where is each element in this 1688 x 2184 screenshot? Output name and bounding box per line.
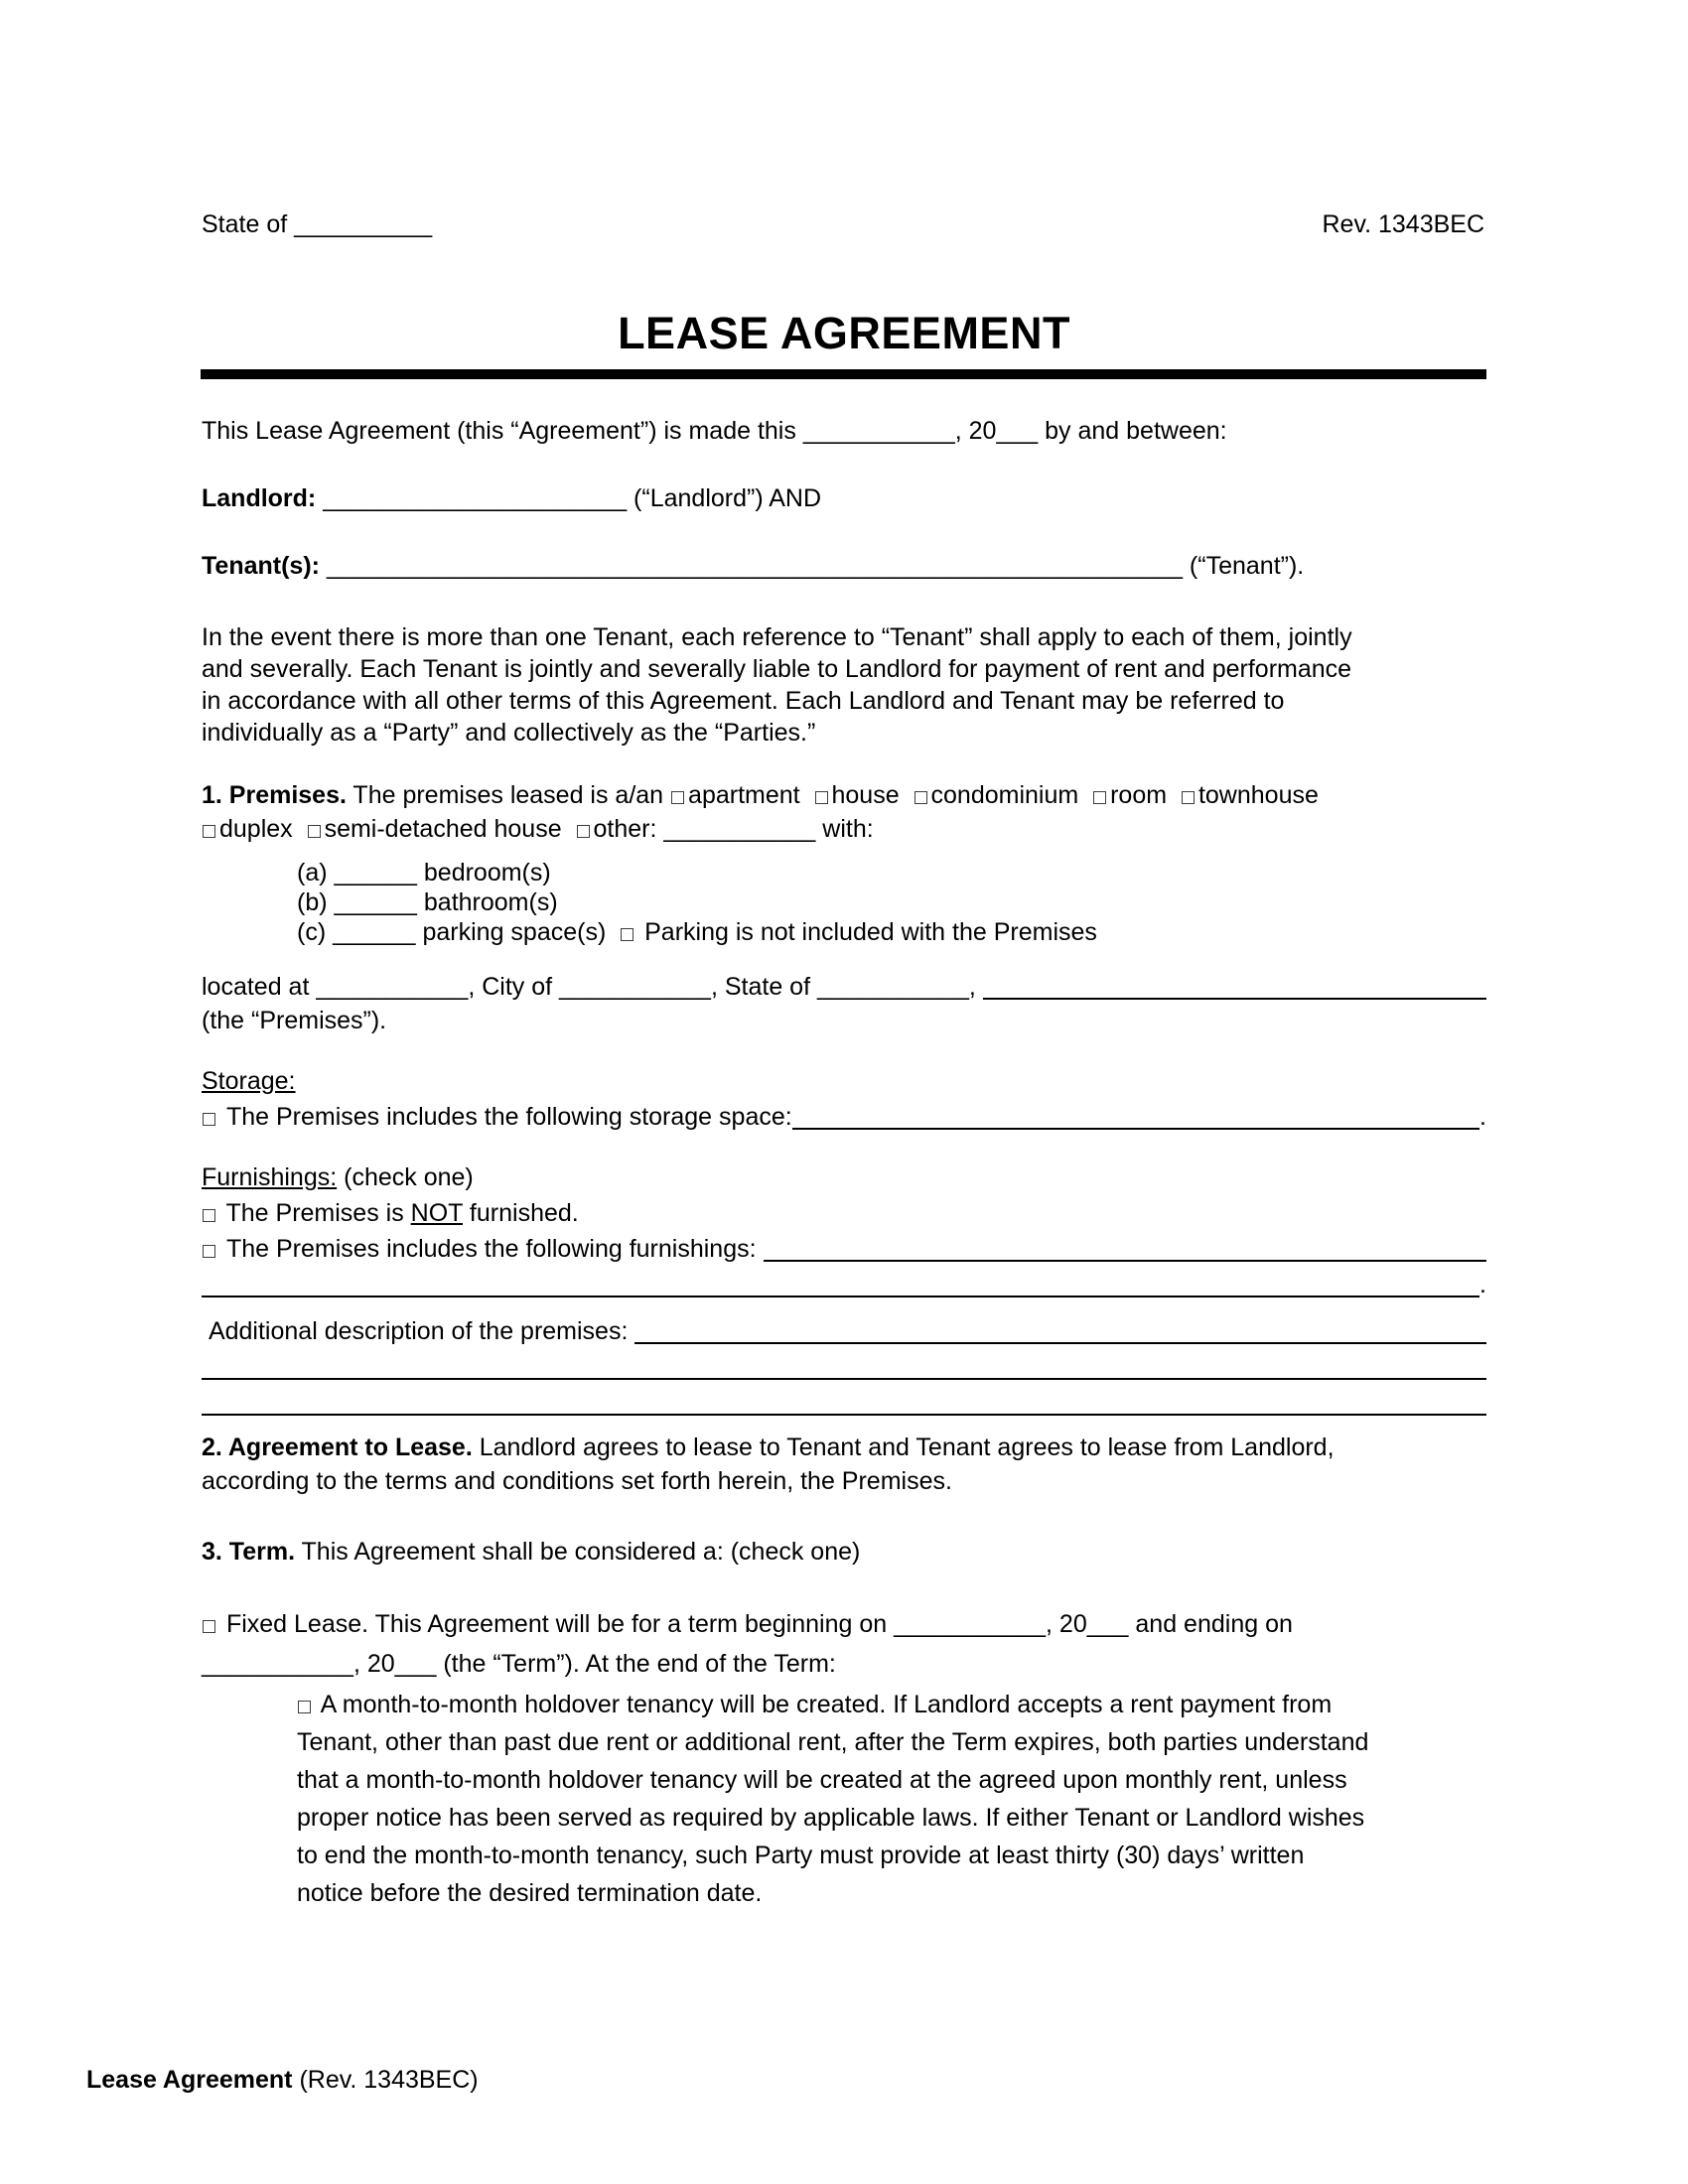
additional-description-section (202, 1313, 1486, 1421)
storage-space-field[interactable] (792, 1128, 1479, 1130)
text-line (202, 1099, 1486, 1135)
text-run: proper notice has been served as required by applicable laws. If either Tenant or Landlord wishes (297, 1804, 1365, 1832)
text-line (202, 1349, 1486, 1385)
agreement-year-field[interactable]: ___ (996, 417, 1039, 445)
checkbox-storage-included[interactable] (203, 1113, 215, 1126)
text-line (202, 1231, 1486, 1267)
text-run: (“Tenant”). (1182, 552, 1305, 580)
furnishings-section (202, 1160, 1486, 1302)
text-run (320, 552, 327, 580)
text-run: (the “Premises”). (202, 1007, 387, 1034)
text-run: Tenant, other than past due rent or additional rent, after the Term expires, both parties understand (297, 1728, 1369, 1756)
zip-code-field[interactable] (983, 998, 1486, 1000)
state-field[interactable]: ___________ (816, 973, 969, 1001)
text-run: to end the month-to-month tenancy, such Party must provide at least thirty (30) days’ written (297, 1842, 1305, 1869)
furnishings-list-field-continued[interactable] (202, 1296, 1479, 1297)
title-divider (201, 369, 1486, 379)
text-run: Landlord agrees to lease to Tenant and Tenant agrees to lease from Landlord, (472, 1433, 1335, 1461)
street-address-field[interactable]: ___________ (316, 973, 469, 1001)
checkbox-furnishings-included[interactable] (203, 1245, 215, 1258)
text-run: (check one) (337, 1163, 474, 1191)
text-run: , City of (468, 973, 559, 1001)
page-footer (86, 2064, 479, 2096)
text-line (202, 717, 1486, 749)
text-run: Storage: (202, 1067, 296, 1095)
tenant-line (202, 550, 1486, 582)
text-run: and ending on (1128, 1610, 1293, 1638)
text-run: Parking is not included with the Premises (637, 918, 1097, 946)
text-run: 3. Term. (202, 1538, 296, 1566)
text-run: A month-to-month holdover tenancy will be created. If Landlord accepts a rent payment from (315, 1691, 1333, 1718)
checkbox-townhouse[interactable] (1182, 791, 1195, 804)
checkbox-room[interactable] (1093, 791, 1106, 804)
text-run: according to the terms and conditions set forth herein, the Premises. (202, 1467, 952, 1495)
text-run: bathroom(s) (416, 888, 558, 916)
term-end-year-field[interactable]: ___ (394, 1650, 437, 1678)
intro-paragraph (202, 415, 1486, 447)
term-start-date-field[interactable]: ___________ (894, 1610, 1047, 1638)
term-end-date-field[interactable]: ___________ (202, 1650, 353, 1678)
furnishings-list-field[interactable] (764, 1260, 1487, 1262)
text-line (297, 858, 1486, 887)
text-line (202, 1385, 1486, 1421)
text-run: semi-detached house (324, 815, 576, 843)
text-run: Furnishings: (202, 1163, 338, 1191)
text-run: townhouse (1197, 781, 1319, 809)
checkbox-not-furnished[interactable] (203, 1209, 215, 1222)
text-run: , 20 (352, 1650, 395, 1678)
text-run: This Agreement shall be considered a: (check one) (295, 1538, 861, 1566)
text-line (202, 812, 1486, 846)
bathrooms-count-field[interactable]: ______ (334, 888, 417, 916)
text-run: other: (593, 815, 664, 843)
fixed-lease-paragraph (202, 1604, 1486, 1684)
text-run: ​ The Premises includes the following furnishings: (219, 1235, 764, 1263)
checkbox-semi-detached-house[interactable] (308, 825, 321, 838)
section-3-term (202, 1535, 1486, 1569)
text-line (202, 1604, 1486, 1644)
text-run: Tenant(s): (202, 552, 320, 580)
checkbox-fixed-lease[interactable] (203, 1620, 215, 1633)
checkbox-duplex[interactable] (203, 825, 215, 838)
text-run: 2. Agreement to Lease. (202, 1433, 473, 1461)
text-run: individually as a “Party” and collectively as the “Parties.” (202, 719, 816, 747)
landlord-line (202, 482, 1486, 514)
text-run: ​ The Premises includes the following storage space: (219, 1103, 792, 1131)
text-run: In the event there is more than one Tenant, each reference to “Tenant” shall apply to each of them, jointly (202, 623, 1352, 651)
text-run: room (1110, 781, 1181, 809)
text-line (202, 1464, 1486, 1498)
text-run: ​ Additional description of the premises: (202, 1317, 635, 1345)
text-line (202, 1267, 1486, 1302)
agreement-date-field[interactable]: ___________ (802, 417, 955, 445)
storage-section (202, 1063, 1486, 1135)
text-run: and severally. Each Tenant is jointly and severally liable to Landlord for payment of rent and performance (202, 655, 1352, 683)
text-line (297, 917, 1486, 947)
text-line (297, 1686, 1486, 1723)
tenant-names-field[interactable]: ______________________________________________________________ (326, 552, 1183, 580)
text-run: This Lease Agreement (this “Agreement”) is made this (202, 417, 803, 445)
text-run: (the “Term”). At the end of the Term: (436, 1650, 836, 1678)
text-run: bedroom(s) (416, 859, 551, 887)
text-run: by and between: (1038, 417, 1227, 445)
located-at-paragraph (202, 970, 1486, 1037)
text-run: in accordance with all other terms of this Agreement. Each Landlord and Tenant may be referred to (202, 687, 1285, 715)
section-2-agreement-to-lease (202, 1431, 1486, 1498)
text-run: (b) (297, 888, 335, 916)
text-line (202, 1313, 1486, 1349)
text-line (202, 621, 1486, 653)
text-line (202, 778, 1486, 812)
text-run: with: (815, 815, 874, 843)
text-run: Fixed Lease. This Agreement will be for a term beginning on (219, 1610, 895, 1638)
text-run: (“Landlord”) AND (627, 484, 822, 512)
text-run: ​ located at (202, 973, 317, 1001)
text-run: Landlord: (202, 484, 317, 512)
city-field[interactable]: ___________ (559, 973, 711, 1001)
other-premises-type-field[interactable]: ___________ (663, 815, 816, 843)
text-run: 1. Premises. (202, 781, 347, 809)
text-run: , (968, 973, 983, 1001)
landlord-name-field[interactable]: ______________________ (323, 484, 628, 512)
text-run: ​ . (1479, 1271, 1486, 1298)
footer-document-name: Lease Agreement (86, 2066, 293, 2094)
text-run: , 20 (1046, 1610, 1087, 1638)
text-line (202, 970, 1486, 1004)
text-line (202, 1160, 1486, 1195)
text-run: (a) (297, 859, 335, 887)
text-line (202, 1063, 1486, 1099)
checkbox-parking-not-included[interactable] (621, 928, 633, 941)
text-line (202, 482, 1486, 514)
text-run: The premises leased is a/an (346, 781, 671, 809)
text-run: parking space(s) (415, 918, 621, 946)
state-of-line (202, 208, 432, 240)
revision-number: Rev. 1343BEC (1322, 210, 1484, 238)
text-line (297, 1723, 1486, 1761)
text-run: , 20 (954, 417, 997, 445)
text-line (202, 1644, 1486, 1684)
premises-details-list (202, 858, 1486, 947)
term-start-year-field[interactable]: ___ (1086, 1610, 1129, 1638)
text-line (202, 1004, 1486, 1037)
footer-revision: (Rev. 1343BEC) (292, 2066, 479, 2094)
state-blank-field[interactable]: __________ (294, 210, 433, 238)
text-run: furnished. (462, 1199, 579, 1227)
section-1-premises (202, 778, 1486, 846)
additional-description-field-3[interactable] (202, 1414, 1486, 1416)
parking-spaces-count-field[interactable]: ______ (333, 918, 416, 946)
text-run: house (831, 781, 914, 809)
text-line (297, 1837, 1486, 1874)
checkbox-apartment[interactable] (671, 791, 684, 804)
text-line (202, 685, 1486, 717)
document-body (202, 380, 1486, 1912)
checkbox-holdover-tenancy[interactable] (298, 1701, 311, 1713)
text-run: . (1479, 1103, 1486, 1131)
checkbox-house[interactable] (815, 791, 828, 804)
text-line (297, 887, 1486, 917)
joint-liability-paragraph (202, 621, 1486, 749)
text-line (202, 1431, 1486, 1464)
text-run: , State of (710, 973, 817, 1001)
text-line (202, 1195, 1486, 1231)
checkbox-condominium[interactable] (914, 791, 927, 804)
text-line (297, 1799, 1486, 1837)
text-line (202, 653, 1486, 685)
text-run: apartment (688, 781, 814, 809)
text-run: NOT (410, 1199, 463, 1227)
additional-description-field-2[interactable] (202, 1378, 1486, 1380)
checkbox-other[interactable] (577, 825, 590, 838)
text-run: condominium (930, 781, 1093, 809)
text-run: duplex (219, 815, 307, 843)
text-line (202, 550, 1486, 582)
additional-description-field[interactable] (634, 1342, 1486, 1344)
bedrooms-count-field[interactable]: ______ (334, 859, 417, 887)
text-line (297, 1874, 1486, 1912)
page-header (202, 208, 1484, 240)
text-run: (c) (297, 918, 334, 946)
text-run: notice before the desired termination date. (297, 1879, 763, 1907)
text-line (297, 1761, 1486, 1799)
text-line (202, 415, 1486, 447)
text-line (202, 1535, 1486, 1569)
holdover-tenancy-paragraph (202, 1686, 1486, 1912)
document-title: LEASE AGREEMENT (618, 308, 1070, 358)
state-of-label: State of (202, 210, 295, 238)
text-run: The Premises is (219, 1199, 411, 1227)
text-run: that a month-to-month holdover tenancy will be created at the agreed upon monthly rent, unless (297, 1766, 1347, 1794)
